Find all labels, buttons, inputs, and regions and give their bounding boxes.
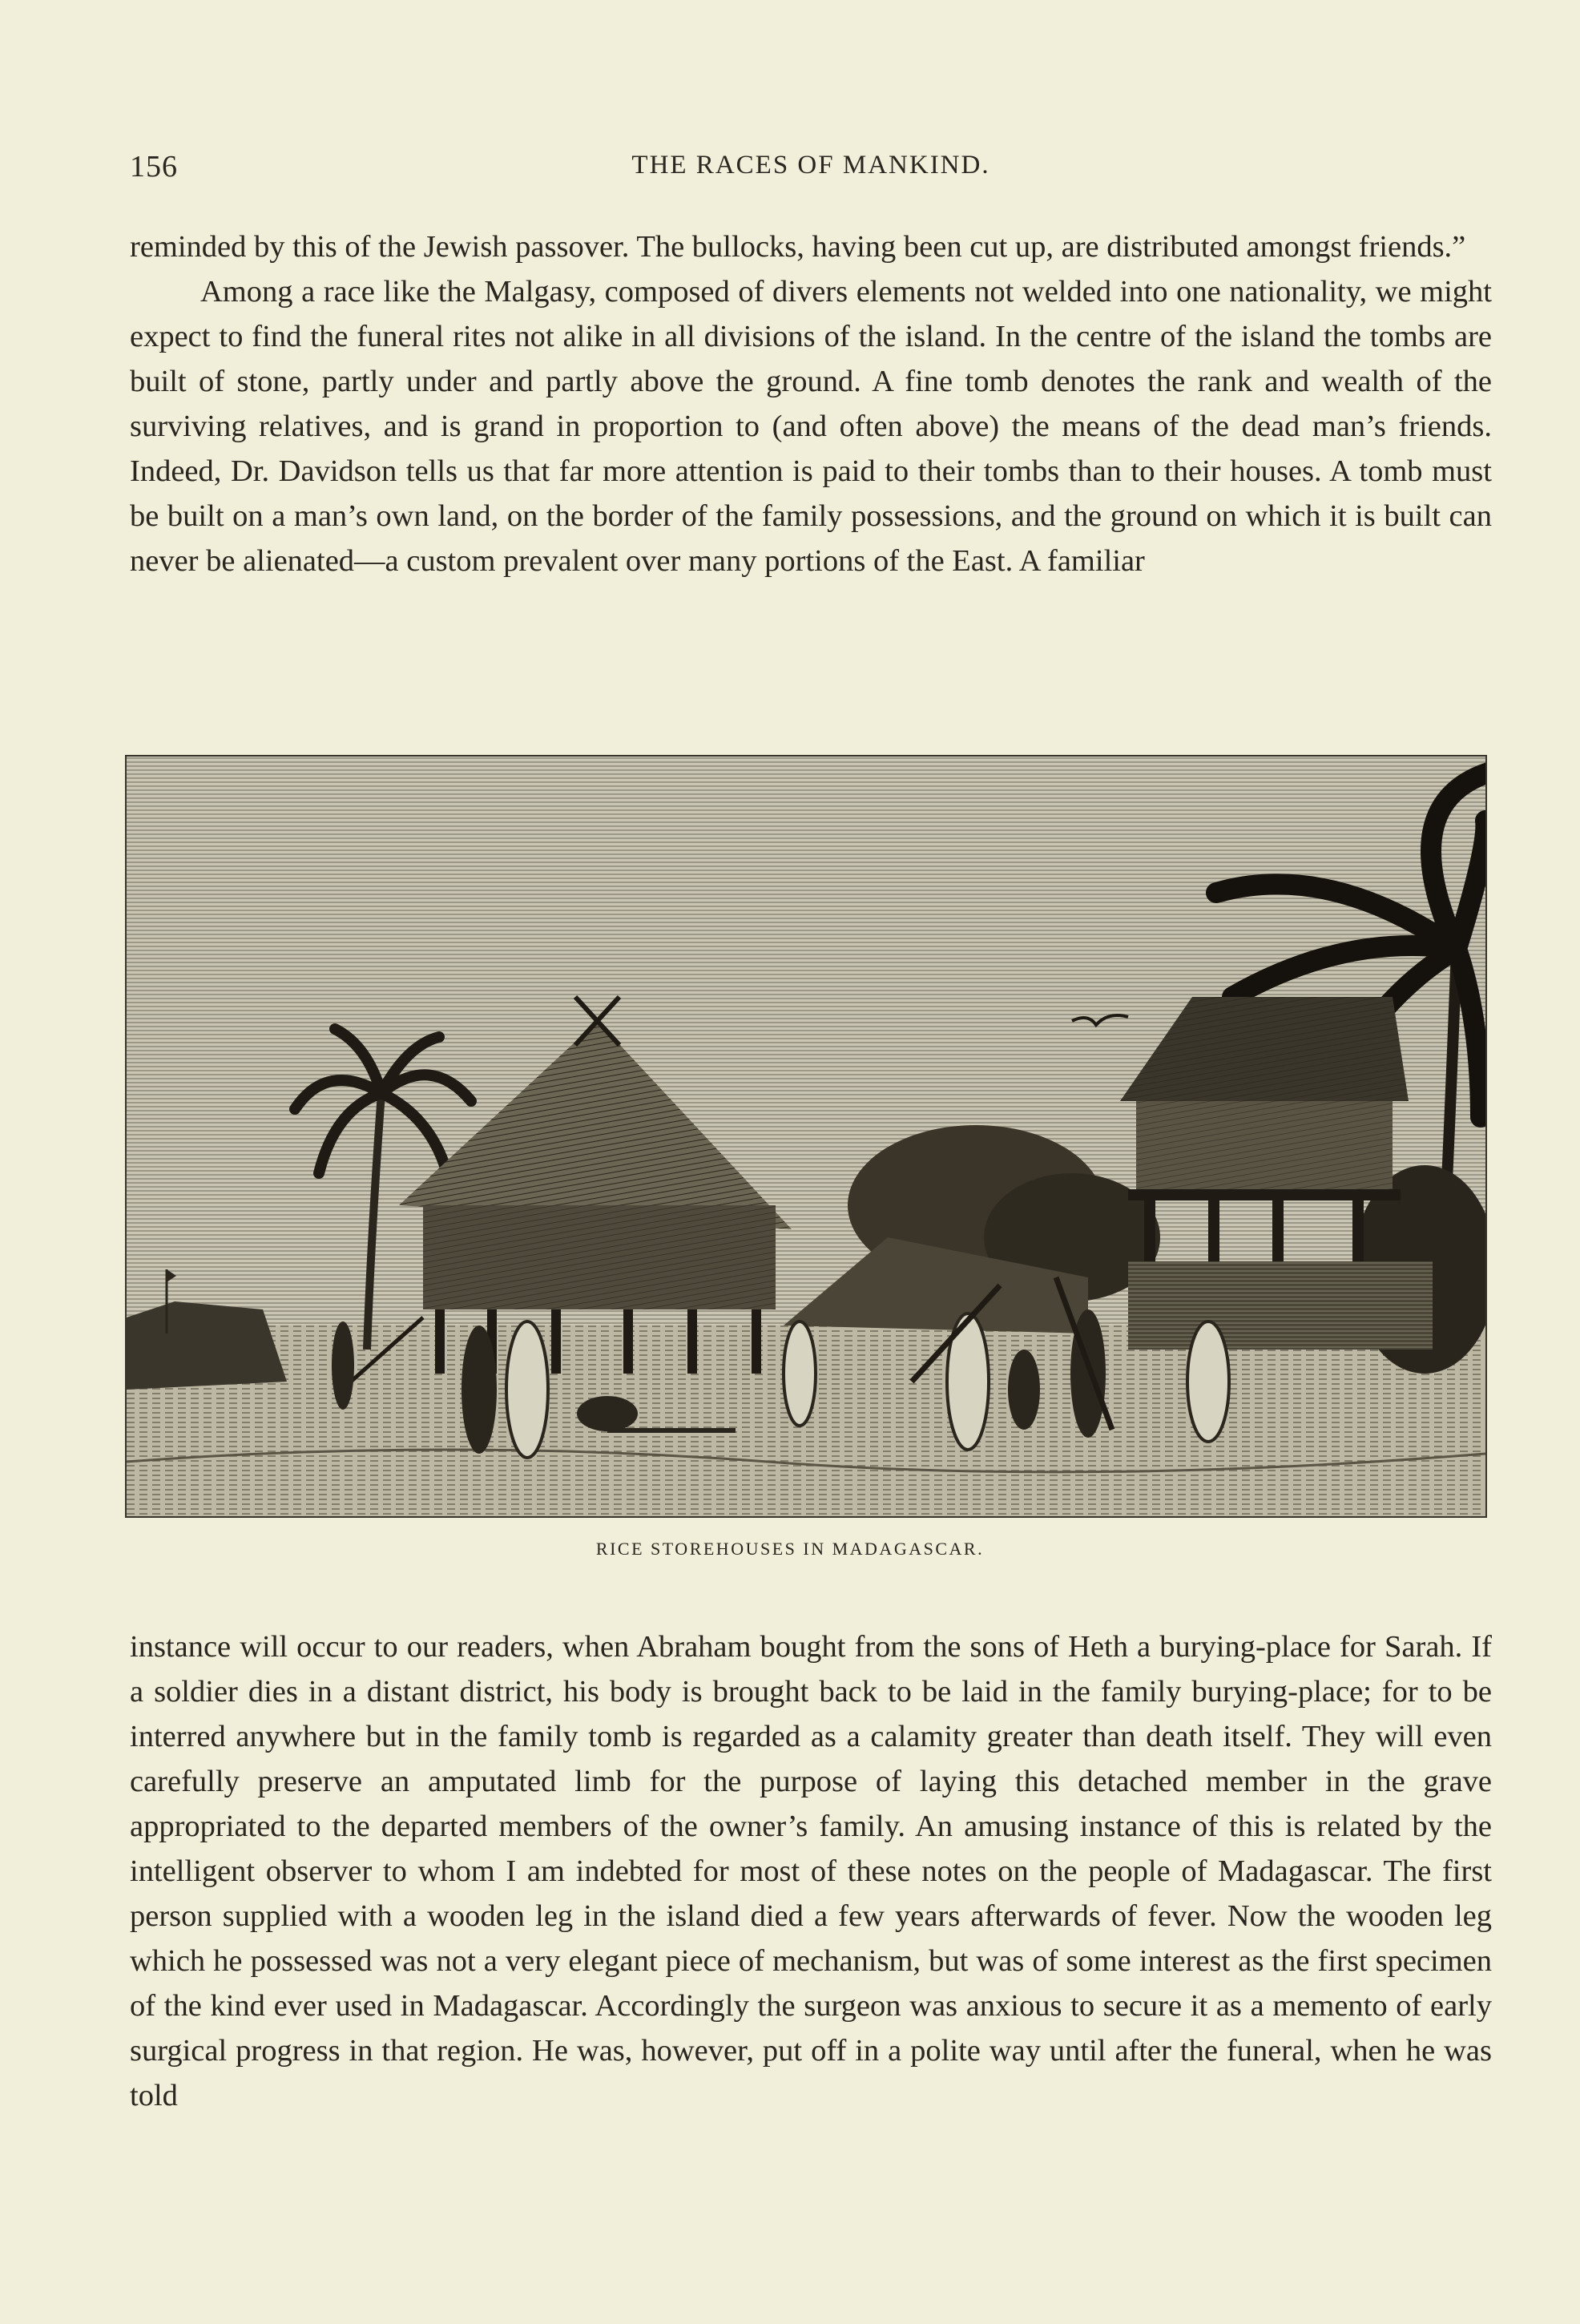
body-text-bottom <box>130 1624 1492 2118</box>
paragraph-funeral-rites: Among a race like the Malgasy, composed of divers elements not welded into one nationality, we might expect to find the funeral rites not alike in all divisions of the island. In the centre of the island the tombs are built of stone, partly under and partly above the ground. A fine tomb denotes the rank and wealth of the surviving relatives, and is grand in proportion to (and often above) the means of the dead man’s friends. Indeed, Dr. Davidson tells us that far more attention is paid to their tombs than to their houses. A tomb must be built on a man’s own land, on the border of the family possessions, and the ground on which it is built can never be alienated—a custom prevalent over many portions of the East. A familiar <box>130 275 1492 578</box>
engraving-illustration <box>125 755 1487 1518</box>
body-text-top <box>130 224 1492 583</box>
page-number: 156 <box>130 150 178 184</box>
figure-caption: RICE STOREHOUSES IN MADAGASCAR. <box>595 1539 985 1559</box>
running-head <box>130 149 1492 189</box>
running-title: THE RACES OF MANKIND. <box>631 151 990 180</box>
paragraph-burial-customs: instance will occur to our readers, when Abraham bought from the sons of Heth a burying-place for Sarah. If a soldier dies in a distant district, his body is brought back to be laid in the family burying-place; for to be interred anywhere but in the family tomb is regarded as a calamity greater than death itself. They will even carefully preserve an amputated limb for the purpose of laying this detached member in the grave appropriated to the departed members of the owner’s family. An amusing instance of this is related by the intelligent observer to whom I am indebted for most of these notes on the people of Madagascar. The first person supplied with a wooden leg in the island died a few years afterwards of fever. Now the wooden leg which he possessed was not a very elegant piece of mechanism, but was of some interest as the first specimen of the kind ever used in Madagascar. Accordingly the surgeon was anxious to secure it as a memento of early surgical progress in that region. He was, however, put off in a polite way until after the funeral, when he was told <box>130 1630 1492 2112</box>
paragraph-continuation: reminded by this of the Jewish passover. The bullocks, having been cut up, are distributed amongst friends.” <box>130 230 1466 264</box>
storehouse-raised <box>1120 997 1433 1350</box>
